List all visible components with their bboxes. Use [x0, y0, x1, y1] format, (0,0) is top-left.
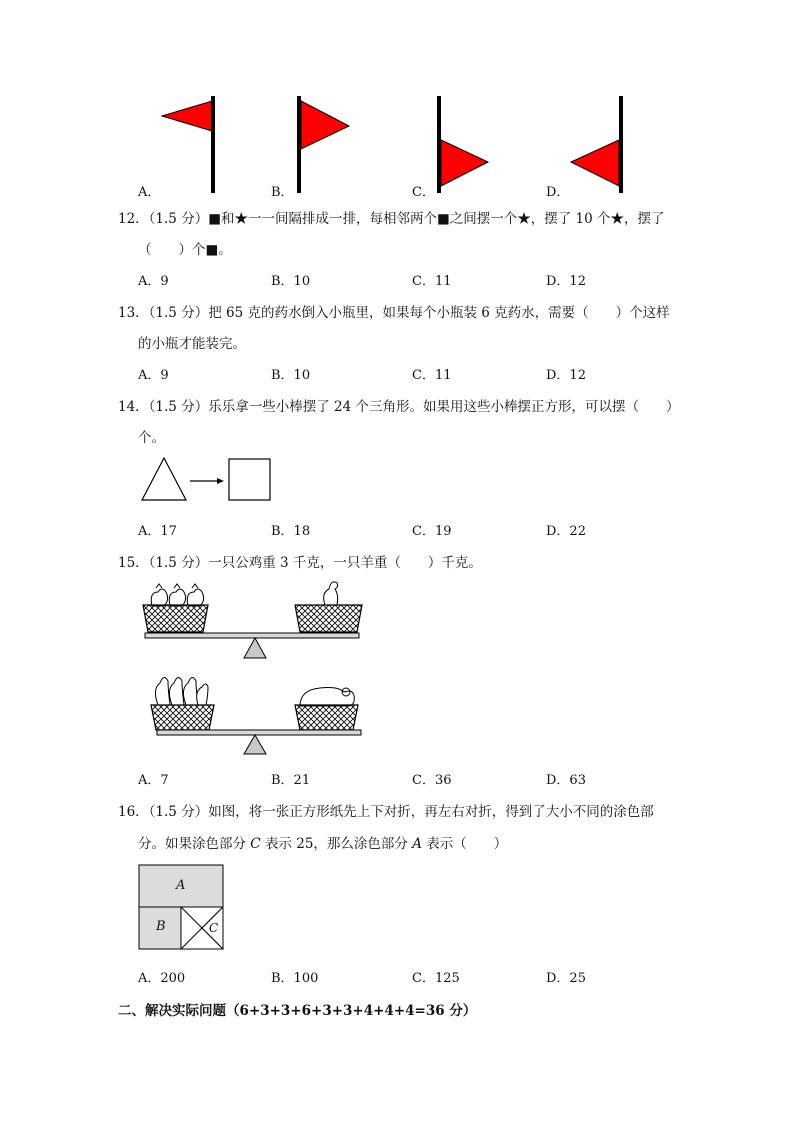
q14-text-line1: 14．（1.5 分）乐乐拿一些小棒摆了 24 个三角形。如果用这些小棒摆正方形，可以摆（ ） [118, 399, 680, 415]
flag-a-icon [162, 101, 212, 131]
region-b-label: B [156, 919, 166, 934]
q14-option-c[interactable]: C．19 [412, 524, 452, 539]
region-c-label: C [209, 921, 219, 935]
q14-text-line2: 个。 [138, 430, 165, 446]
basket-left-top-icon [143, 605, 208, 632]
q11-option-c[interactable]: C． [412, 185, 435, 200]
q13-option-d[interactable]: D．12 [546, 368, 586, 383]
q16-text-mid: 表示 25，那么涂色部分 [264, 836, 408, 852]
q16-text-post: 表示（ ） [426, 836, 508, 852]
q15-text-line1: 15．（1.5 分）一只公鸡重 3 千克，一只羊重（ ）千克。 [118, 555, 482, 571]
fulcrum-top-icon [244, 638, 266, 658]
q16-option-d[interactable]: D．25 [546, 971, 586, 986]
section2-title: 二、解决实际问题（6+3+3+6+3+3+4+4+4=36 分） [118, 1003, 477, 1019]
region-a-label: A [176, 878, 186, 893]
q12-text-line2: （ ）个■。 [138, 242, 232, 258]
q15-option-b[interactable]: B．21 [271, 773, 311, 788]
q14-option-d[interactable]: D．22 [546, 524, 586, 539]
q12-option-d[interactable]: D．12 [546, 274, 586, 289]
q15-option-a[interactable]: A．7 [138, 773, 169, 788]
q12-option-a[interactable]: A．9 [138, 274, 169, 289]
q13-text-line2: 的小瓶才能装完。 [138, 336, 246, 352]
fulcrum-bottom-icon [244, 735, 266, 754]
beam-top [145, 633, 359, 638]
beam-bottom [157, 730, 361, 735]
q11-option-b[interactable]: B． [271, 185, 294, 200]
q16-folded-square-figure [138, 864, 224, 950]
q13-option-c[interactable]: C．11 [412, 368, 452, 383]
rooster-group-1-icon [151, 584, 203, 606]
arrow-head-icon [217, 478, 224, 484]
q13-text-line1: 13．（1.5 分）把 65 克的药水倒入小瓶里，如果每个小瓶装 6 克药水，需要（ ）个这样 [118, 305, 670, 321]
flag-b-icon [301, 101, 349, 149]
q16-square-svg [138, 864, 224, 950]
q13-option-b[interactable]: B．10 [271, 368, 311, 383]
basket-left-bottom-icon [151, 705, 214, 730]
basket-right-top-icon [295, 605, 362, 632]
q15-balance-figure [140, 578, 364, 758]
q16-text-line2 [138, 832, 507, 852]
q12-option-b[interactable]: B．10 [271, 274, 311, 289]
q13-option-a[interactable]: A．9 [138, 368, 169, 383]
goose-group-icon [155, 677, 208, 705]
q15-option-d[interactable]: D．63 [546, 773, 586, 788]
q11-option-d[interactable]: D． [546, 185, 570, 200]
basket-right-bottom-icon [295, 705, 358, 730]
goose-icon [324, 582, 338, 605]
q16-option-b[interactable]: B．100 [271, 971, 319, 986]
q12-option-c[interactable]: C．11 [412, 274, 452, 289]
triangle-icon [142, 458, 186, 500]
q16-option-c[interactable]: C．125 [412, 971, 460, 986]
q16-option-a[interactable]: A．200 [138, 971, 186, 986]
q16-var-c: C [250, 836, 261, 852]
q11-option-a[interactable]: A． [138, 185, 161, 200]
q14-option-a[interactable]: A．17 [138, 524, 177, 539]
q14-triangle-to-square-figure [140, 456, 274, 502]
q16-var-a: A [412, 836, 422, 852]
q14-option-b[interactable]: B．18 [271, 524, 311, 539]
q11-flag-figure [130, 96, 650, 196]
q16-text-line1: 16．（1.5 分）如图，将一张正方形纸先上下对折，再左右对折，得到了大小不同的涂色部 [118, 804, 654, 820]
flag-d-icon [571, 140, 619, 186]
flag-c-icon [441, 140, 488, 186]
q15-option-c[interactable]: C．36 [412, 773, 452, 788]
square-icon [229, 459, 270, 500]
sheep-icon [300, 688, 354, 707]
q16-text-pre: 分。如果涂色部分 [138, 836, 246, 852]
q12-text-line1: 12．（1.5 分）■和★一一间隔排成一排，每相邻两个■之间摆一个★，摆了 10 个★，摆了 [118, 211, 665, 227]
